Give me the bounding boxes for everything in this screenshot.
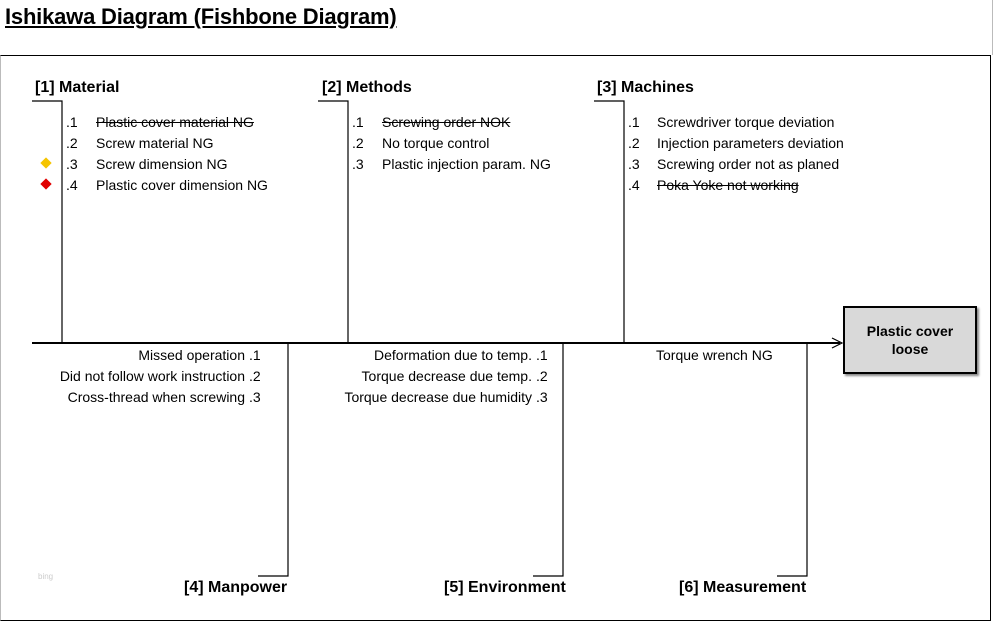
category-manpower: [4] Manpower	[184, 579, 288, 596]
environment-item-3-num: .3	[536, 389, 548, 405]
bone-material	[32, 101, 62, 343]
manpower-item-3: Cross-thread when screwing	[67, 389, 245, 405]
methods-item-1-num: .1	[352, 114, 364, 130]
environment-item-1: Deformation due to temp.	[374, 347, 532, 363]
watermark-text: bing	[38, 572, 54, 581]
manpower-item-1-num: .1	[249, 347, 261, 363]
bone-measurement	[777, 343, 807, 576]
material-item-1-num: .1	[66, 114, 78, 130]
material-item-4: Plastic cover dimension NG	[96, 177, 268, 193]
category-machines: [3] Machines	[597, 79, 694, 96]
machines-item-3: Screwing order not as planed	[657, 156, 840, 172]
manpower-item-1: Missed operation	[138, 347, 245, 363]
material-item-1: Plastic cover material NG	[96, 114, 254, 130]
category-methods: [2] Methods	[322, 79, 412, 96]
measurement-item-1: Torque wrench NG	[656, 347, 773, 363]
bone-manpower	[258, 343, 288, 576]
methods-item-2-num: .2	[352, 135, 364, 151]
machines-item-1-num: .1	[628, 114, 640, 130]
machines-item-2: Injection parameters deviation	[657, 135, 844, 151]
environment-item-1-num: .1	[536, 347, 548, 363]
category-material: [1] Material	[35, 79, 120, 96]
material-item-3: Screw dimension NG	[96, 156, 228, 172]
environment-item-2: Torque decrease due temp.	[361, 368, 532, 384]
page-title: Ishikawa Diagram (Fishbone Diagram)	[5, 4, 397, 29]
category-environment: [5] Environment	[444, 579, 566, 596]
effect-box	[843, 306, 977, 374]
bone-machines	[594, 101, 624, 343]
material-item-2: Screw material NG	[96, 135, 214, 151]
manpower-item-2-num: .2	[249, 368, 261, 384]
manpower-item-3-num: .3	[249, 389, 261, 405]
environment-item-2-num: .2	[536, 368, 548, 384]
category-measurement: [6] Measurement	[679, 579, 807, 596]
manpower-item-2: Did not follow work instruction	[59, 368, 245, 384]
machines-item-2-num: .2	[628, 135, 640, 151]
bone-methods	[318, 101, 348, 343]
methods-item-2: No torque control	[382, 135, 490, 151]
environment-item-3: Torque decrease due humidity	[344, 389, 532, 405]
methods-item-3: Plastic injection param. NG	[382, 156, 551, 172]
machines-item-4: Poka Yoke not working	[657, 177, 799, 193]
effect-label: Plastic cover loose	[866, 323, 954, 357]
machines-item-3-num: .3	[628, 156, 640, 172]
methods-item-3-num: .3	[352, 156, 364, 172]
methods-item-1: Screwing order NOK	[382, 114, 511, 130]
machines-item-4-num: .4	[628, 177, 640, 193]
material-item-3-num: .3	[66, 156, 78, 172]
machines-item-1: Screwdriver torque deviation	[657, 114, 835, 130]
material-item-2-num: .2	[66, 135, 78, 151]
material-item-4-num: .4	[66, 177, 78, 193]
